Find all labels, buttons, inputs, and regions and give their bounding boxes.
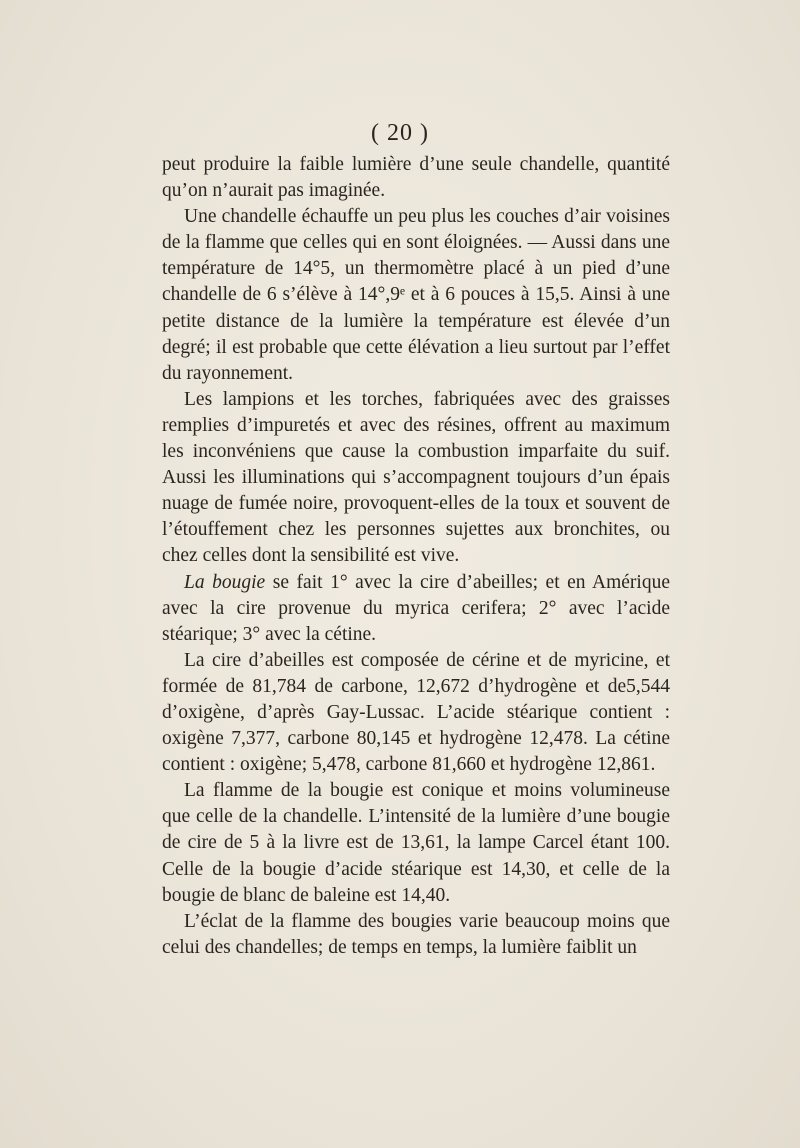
paragraph <box>162 387 670 570</box>
paragraph <box>162 778 670 908</box>
paragraph-text: L’éclat de la flamme des bougies varie beaucoup moins que celui des chandelles; de temps en temps, la lumière faiblit un <box>162 910 670 958</box>
paragraph <box>162 204 670 387</box>
paragraph-text: Une chandelle échauffe un peu plus les couches d’air voisines de la flamme que celles qui en sont éloignées. — Aussi dans une température de 14°5, un thermomètre placé à un pied d’une chandelle de 6 s’élève à 14°,9ᵉ et à 6 pouces à 15,5. Ainsi à une petite distance de la lumière la température est élevée d’un degré; il est probable que cette élévation a lieu surtout par l’effet du rayonnement. <box>162 206 670 384</box>
paragraph-text: La flamme de la bougie est conique et moins volumineuse que celle de la chandelle. L’intensité de la lumière d’une bougie de cire de 5 à la livre est de 13,61, la lampe Carcel étant 100. Celle de la bougie d’acide stéarique est 14,30, et celle de la bougie de blanc de baleine est 14,40. <box>162 780 670 906</box>
paragraph <box>162 152 670 204</box>
page-number: ( 20 ) <box>371 120 429 146</box>
paragraph-text: se fait 1° avec la cire d’abeilles; et en Amérique avec la cire provenue du myrica cerifera; 2° avec l’acide stéarique; 3° avec la cétine. <box>162 571 670 645</box>
paragraph <box>162 648 670 778</box>
paragraph <box>162 909 670 961</box>
italic-term: La bougie <box>184 571 266 593</box>
paragraph <box>162 570 670 648</box>
paragraph-text: Les lampions et les torches, fabriquées avec des graisses remplies d’impuretés et avec des résines, offrent au maximum les inconvéniens que cause la combustion imparfaite du suif. Aussi les illuminations qui s’accompagnent toujours d’un épais nuage de fumée noire, provoquent-elles de la toux et souvent de l’étouffement chez les personnes sujettes aux bronchites, ou chez celles dont la sensibilité est vive. <box>162 388 670 567</box>
paragraph-text: La cire d’abeilles est composée de cérine et de myricine, et formée de 81,784 de carbone, 12,672 d’hydrogène et de5,544 d’oxigène, d’après Gay-Lussac. L’acide stéarique contient : oxigène 7,377, carbone 80,145 et hydrogène 12,478. La cétine contient : oxigène; 5,478, carbone 81,660 et hydrogène 12,861. <box>162 649 670 776</box>
body-text <box>162 152 670 961</box>
paragraph-text: peut produire la faible lumière d’une seule chandelle, quantité qu’on n’aurait pas imaginée. <box>162 154 670 202</box>
